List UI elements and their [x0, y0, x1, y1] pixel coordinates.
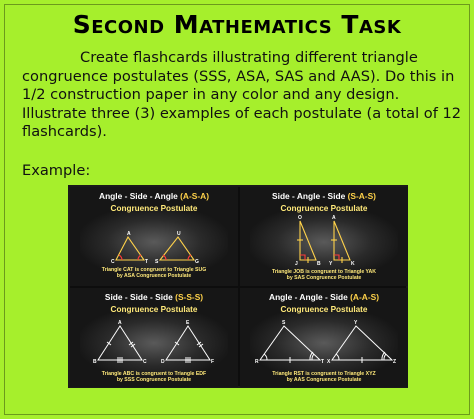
caption-line-1: Triangle ABC is congruent to Triangle EDF: [101, 371, 207, 377]
card-abbr: (S-S-S): [175, 292, 204, 302]
card-subtitle: Congruence Postulate: [280, 204, 368, 213]
flashcard-example-image: [68, 185, 408, 388]
card-caption: [70, 267, 238, 280]
vertex-label: S: [282, 320, 286, 326]
caption-line-2: by SAS Congruence Postulate: [286, 275, 362, 282]
vertex-label: Z: [393, 359, 397, 365]
vertex-label: B: [317, 261, 321, 267]
caption-line-1: Triangle RST is congruent to Triangle XYZ: [272, 371, 376, 377]
triangle-abc: [98, 326, 142, 360]
vertex-label: C: [111, 259, 115, 265]
caption-line-2: by SSS Congruence Postulate: [116, 377, 192, 384]
card-subtitle: Congruence Postulate: [110, 204, 198, 213]
instructions-text: [22, 49, 462, 142]
vertex-label: G: [195, 259, 199, 265]
vertex-label: B: [93, 359, 97, 365]
vertex-label: J: [295, 261, 298, 267]
vertex-label: A: [127, 231, 131, 237]
card-title-text: Side - Angle - Side: [272, 191, 346, 201]
vertex-label: Y: [329, 261, 333, 267]
card-subtitle: Congruence Postulate: [110, 305, 198, 314]
caption-line-1: Triangle CAT is congruent to Triangle SUG: [101, 267, 207, 273]
flashcard-asa: [70, 187, 238, 286]
card-title-text: Angle - Angle - Side: [269, 292, 348, 302]
card-caption: [70, 371, 238, 384]
vertex-label: D: [161, 359, 165, 365]
vertex-label: A: [332, 215, 336, 221]
card-subtitle: Congruence Postulate: [280, 305, 368, 314]
vertex-label: T: [321, 359, 325, 365]
instructions-content: Create flashcards illustrating different triangle congruence postulates (SSS, ASA, SAS and AAS). Do this in 1/2 construction paper in any color and any design. Illustrate three (3) examples of each postulate (a total of 12 flashcards).: [22, 49, 462, 140]
caption-line-2: by ASA Congruence Postulate: [116, 273, 192, 280]
card-title-text: Angle - Side - Angle: [99, 191, 178, 201]
card-abbr: (S-A-S): [347, 191, 376, 201]
triangle-edf: [166, 326, 210, 360]
card-abbr: (A-A-S): [350, 292, 379, 302]
vertex-label: R: [255, 359, 259, 365]
card-caption: [240, 371, 408, 384]
flashcard-sss: [70, 288, 238, 387]
vertex-label: Y: [354, 320, 358, 326]
card-title-text: Side - Side - Side: [104, 292, 173, 302]
card-abbr: (A-S-A): [180, 191, 209, 201]
card-caption: [240, 269, 408, 282]
vertex-label: K: [351, 261, 355, 267]
vertex-label: X: [327, 359, 331, 365]
vertex-label: T: [145, 259, 149, 265]
flashcard-sas: [240, 187, 408, 286]
vertex-label: O: [298, 215, 302, 221]
caption-line-1: Triangle JOB is congruent to Triangle YAK: [271, 269, 377, 275]
vertex-label: C: [143, 359, 147, 365]
example-label: Example:: [22, 162, 91, 179]
vertex-label: E: [186, 320, 190, 326]
vertex-label: A: [118, 320, 122, 326]
vertex-label: S: [155, 259, 159, 265]
page-title: Second Mathematics Task: [72, 10, 402, 39]
caption-line-2: by AAS Congruence Postulate: [286, 377, 362, 384]
vertex-label: U: [177, 231, 181, 237]
flashcard-aas: [240, 288, 408, 387]
vertex-label: F: [211, 359, 215, 365]
